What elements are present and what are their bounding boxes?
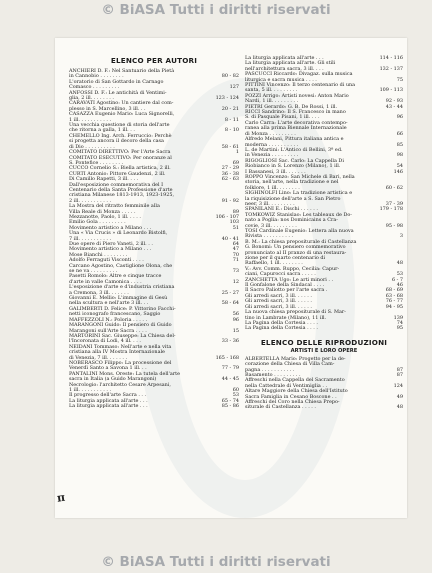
authors-heading: ELENCO PER AUTORI — [110, 56, 198, 65]
entry-text: nella scultura e nell'arte 3 ill. . . — [69, 300, 149, 307]
entry-text: MAFFEZZOLI N.: Poloria . . . . . — [69, 316, 148, 323]
entry-page: 68 - 69 — [385, 287, 403, 294]
entry-text: SIGHINOLFI Lino: La tradizione artistica e — [245, 190, 353, 197]
entry-text: se ne va . . . . . . . . . — [69, 268, 118, 275]
entry-page: 91 - 92 — [221, 197, 239, 204]
entry-page: 48 — [396, 260, 403, 267]
entry-text: Di Camillo Rapetti, 3 ill. . . . — [69, 176, 139, 183]
entry-page: 44 - 45 — [221, 376, 239, 383]
left-column — [69, 56, 239, 410]
entry-text: Villa Reale di Monza . . . . . — [69, 208, 136, 215]
entry-text: Il progresso dell'arte Sacra . . . — [69, 392, 147, 399]
entry-text: Carcano Agostino, Castiglione Olona, che — [69, 262, 173, 269]
watermark-banner-bottom: © BiASA Tutti i diritti riservati — [0, 552, 432, 573]
entry-text: RIGOGLIOSI Sac. Carlo: La Cappella Di — [245, 157, 344, 164]
entry-text: di Monza . . . . . . . . . — [245, 130, 296, 137]
entry-text: Affreschi del Coro nella Chiesa Prepo- — [245, 398, 340, 405]
entry-page: 165 - 168 — [215, 354, 239, 361]
entry-page: 37 - 39 — [385, 200, 403, 207]
entry-text: La Mostra del ritratto femminile alla — [69, 203, 160, 210]
entry-text: Marangoni sull'Arte Sacra . . . . — [69, 327, 147, 334]
entry-text: 7 ill. . . . . . . . . . . — [69, 235, 112, 242]
entry-text: La Pagina della Cortesia . . . . — [245, 319, 318, 326]
entry-page: 65 - 74 — [221, 397, 239, 404]
entry-text: Mezzanotte, Paolo, 1 ill. . . . . — [69, 213, 141, 220]
entry-text: nella Cattedrale di Ventimiglia . . — [245, 382, 328, 389]
entry-page: 77 - 79 — [221, 365, 239, 372]
entry-page: 74 — [396, 319, 403, 326]
entry-text: B. M.: La chiesa prepositurale di Castellanza — [245, 238, 357, 245]
entry-page: 25 - 27 — [221, 289, 239, 296]
entry-text: Una vecchia questione di storia dell'arte — [69, 122, 170, 129]
entry-page: 64 — [232, 241, 239, 247]
entry-text: S. di Pasquale Pisani, 1 ill. . . . — [245, 114, 320, 121]
entry-text: netti iconografo francescano, Saggio — [69, 311, 161, 318]
entry-text: sacra in Italia (a Guido Marangoni) — [69, 376, 157, 383]
entry-text: Comasco . . . . . . . . . — [69, 84, 120, 91]
entry-text: Altare Maggiore della Chiesa dell'Istituto — [245, 388, 348, 395]
entry-text: a Cremona, 3 ill. . . . . . . — [69, 289, 129, 296]
entry-text: TOSI Cardinale Eugenio: Lettera alla nuova — [245, 228, 354, 234]
entry-text: Una « Via Crucis » di Leonardo Bistolfi, — [69, 230, 168, 237]
entry-text: Movimento artistico a Milano . . . — [69, 224, 152, 231]
entry-text: ANCHIERI D. F.: Nel Santuario della Pietà — [69, 68, 175, 74]
entry-text: I Bassanesi, 3 ill. . . . . . . — [245, 168, 306, 175]
entry-text: COMITATO DIRETTIVO: Per l'Arte Sacra — [69, 149, 171, 156]
entry-text: Basamento . . . . . . . . . — [245, 371, 301, 378]
entry-page: 106 - 107 — [215, 213, 239, 220]
entry-text: MARTORINI Sac. Giuseppe: La Chiesa del- — [69, 332, 176, 339]
entry-page: 94 - 95 — [385, 303, 403, 310]
entry-page: 15 — [232, 327, 239, 334]
entry-text: Adolfo Ferraguti Visconti . . . . — [69, 257, 144, 264]
entry-page: 89 — [232, 208, 239, 215]
entry-text: Gli arredi sacri, 3 ill. . . . . . — [245, 303, 312, 310]
entry-text: di Venezia, 7 ill. . . . . . . — [69, 354, 128, 361]
entry-text: Emilio Gola . . . . . . . . . — [69, 219, 126, 226]
entry-text: La nuova chiesa prepositurale di S. Mar- — [245, 309, 346, 316]
entry-text: ROPPO Vincenzo: San Michele di Bari, nella — [245, 173, 355, 180]
entry-text: G. Bonomi: Un pensiero commemorativo — [245, 244, 346, 251]
entry-text: di Dio . . . . . . . . . . — [69, 143, 115, 150]
entry-text: Due opere di Piero Vaneti, 2 ill. . . — [69, 241, 153, 247]
entry-text: si progetta ancora il decoro della casa — [69, 138, 164, 145]
entry-text: covie, 3 ill. . . . . . . . . — [245, 222, 297, 229]
entry-page: 58 - 61 — [221, 143, 239, 150]
entry-page: 40 - 41 — [221, 235, 239, 242]
entry-text: GALIMBERTI D. Felice: P. Vittorino Facchi- — [69, 305, 176, 312]
entry-page: 62 - 63 — [221, 176, 239, 183]
entry-text: Rivista . . . . . . . . . . — [245, 233, 294, 240]
entry-text: nato a Poglia: nos Dominicains a Cra- — [245, 217, 338, 224]
entry-page: 103 — [229, 219, 239, 226]
entry-text: pagna . . . . . . . . . . . — [245, 366, 295, 373]
entry-text: COMITATO ESECUTIVO: Per onoranze al — [69, 154, 172, 161]
entry-page: 58 - 64 — [221, 300, 239, 307]
entry-page: 98 — [396, 152, 403, 159]
entry-page: 60 — [232, 386, 239, 393]
entry-page: 36 - 38 — [221, 170, 239, 177]
entry-text: Sacra Famiglia in Cesano Boscone . . — [245, 393, 337, 400]
entry-text: La liturgia applicata all'arte. Gli stili — [245, 60, 336, 67]
entry-page: 20 - 21 — [221, 105, 239, 112]
authors-list-continued — [245, 56, 403, 332]
watermark-banner-top: © BiASA Tutti i diritti riservati — [0, 0, 432, 21]
index-entry — [245, 326, 403, 331]
entry-text: pronunciato al II pranzo di una restaura- — [245, 249, 347, 256]
entry-page: 87 — [396, 371, 403, 378]
entry-text: folklore, 1 ill. . . . . . . . — [245, 184, 300, 191]
entry-text: liturgica e sacra musica . . . . — [245, 76, 317, 83]
entry-text: ANFOSSI D. F.: Le antichità di Ventimi- — [69, 89, 167, 96]
entry-page: 3 — [399, 233, 403, 240]
entry-text: in Cannobio . . . . . . . . — [69, 73, 124, 80]
entry-page: 66 — [396, 130, 403, 137]
reproductions-heading: ELENCO DELLE RIPRODUZIONI — [260, 337, 388, 347]
entry-text: zione per il quarto centenario di — [245, 255, 326, 262]
entry-page: 85 - 86 — [221, 403, 239, 410]
entry-text: Giovanni E. Mellio: L'immagine di Gesù — [69, 295, 168, 302]
entry-text: CARAVATI Agostino: Un cantiere dal com- — [69, 100, 174, 107]
entry-text: SPANILANI E.: Dischi . . . . . . — [245, 206, 318, 213]
entry-page: 6 - 7 — [392, 276, 403, 283]
entry-text: che ritorna a galla, 1 ill. . . — [69, 127, 135, 134]
entry-text: in Venezia . . . . . . . . . — [245, 152, 299, 159]
entry-text: Il Sacro Paliotto per l'arte sacra . — [245, 287, 328, 294]
entry-text: Dall'esposizione commemorativa del I — [69, 181, 164, 188]
entry-page: 132 - 137 — [379, 65, 403, 72]
entry-text: CHEMELLO Ing. Arch. Ferruccio: Perchè — [69, 132, 172, 139]
entry-text: V.: Avv. Comm. Ruppo, Cecilia: Capur- — [245, 265, 340, 272]
entry-text: Mose Bianchi . . . . . . . . — [69, 251, 128, 258]
entry-text: Raffaello, 1 ill. . . . . . . . — [245, 260, 303, 267]
entry-page: 48 — [396, 404, 403, 411]
entry-text: CUCCO Cornelio S.: Biella artistica, 2 ill. — [69, 165, 171, 172]
entry-page: 96 — [232, 316, 239, 323]
authors-list — [69, 69, 239, 410]
entry-text: Alfredo Melani, Pittura italiana antica e — [245, 136, 344, 143]
entry-page: 33 - 36 — [221, 338, 239, 345]
entry-page: 27 - 29 — [221, 165, 239, 172]
entry-text: d'arte in valle Camonica . . . . — [69, 278, 142, 285]
entry-text: cristiana Milanese 1813-1913, 1923-1925, — [69, 192, 175, 199]
entry-text: corazione della Chiesa di Villa Cam- — [245, 361, 335, 368]
entry-page: 95 - 98 — [385, 222, 403, 229]
right-column — [245, 56, 403, 411]
entry-text: Gli arredi sacri, 3 ill. . . . . . — [245, 292, 312, 299]
entry-text: NOBERASCO Filippo: La processione del — [69, 359, 172, 366]
entry-text: tino in Lambrate (Milano), 11 ill. — [245, 314, 327, 321]
index-entry — [245, 405, 403, 410]
entry-text: santa, 5 ill. . . . . . . . . — [245, 87, 298, 94]
entry-text: ciani, Capurocci sacra . . . . . — [245, 271, 316, 278]
entry-page: 60 - 62 — [385, 184, 403, 191]
entry-page: 96 — [396, 114, 403, 121]
entry-text: 1 ill. . . . . . . . . . . — [69, 386, 112, 393]
entry-text: Il Gonfalone della Sindacal . . . . — [245, 282, 325, 289]
entry-text: S. Pontefice . . . . . . . . — [69, 159, 124, 166]
entry-page: 127 — [229, 84, 239, 91]
entry-page: 87 — [396, 366, 403, 373]
entry-page: 56 — [232, 311, 239, 318]
entry-text: L. de Martini: L'Antico di Bellini, 3ª ed. — [245, 146, 343, 153]
entry-text: L'esposizione d'arte e d'industria cristiana — [69, 284, 175, 291]
entry-page: 92 - 93 — [385, 98, 403, 105]
entry-page: 139 — [393, 314, 403, 321]
entry-text: Gli arredi sacri, 3 ill. . . . . . — [245, 298, 312, 305]
entry-page: 80 - 82 — [221, 73, 239, 80]
entry-text: plesso in S. Marcellino, 3 ill. . . — [69, 105, 146, 112]
entry-text: PANTALINI Mons. Oreste: La tutela dell'arte — [69, 370, 180, 377]
entry-page: 179 - 178 — [379, 206, 403, 213]
entry-text: ZANCHETTA Ugo: Le arti minori . . — [245, 276, 334, 283]
entry-text: nell'architettura sacra, 3 ill. . . . — [245, 65, 324, 72]
entry-page: 47 — [232, 246, 239, 253]
entry-page: 85 — [396, 141, 403, 148]
entry-page: 46 — [396, 282, 403, 289]
entry-text: Centenario della Santa Professione d'arte — [69, 186, 173, 193]
entry-text: Necrologio: l'architetto Cesare Arpesani, — [69, 381, 171, 388]
entry-page: 8 - 11 — [224, 116, 239, 123]
entry-text: NEIDANI Tommaso: Nell'arte e nella vita — [69, 343, 172, 350]
entry-text: CASAZZA Eugenio Mario: Luca Signorelli, — [69, 111, 175, 118]
entry-text: Riobianco in S. Lorenzo (Milano), 1 ill. — [245, 163, 341, 170]
entry-page: 54 — [396, 163, 403, 170]
entry-page: 146 — [393, 168, 403, 175]
entry-text: RICCI Sandrino: Il S. Francesco in mano — [245, 109, 346, 116]
entry-text: siturale di Castellanza . . . . . — [245, 404, 316, 411]
entry-text: PITTINI Vincenzo: Il terzo centenario di una — [245, 82, 356, 89]
entry-page: 70 — [232, 251, 239, 258]
entry-page: 53 — [232, 392, 239, 399]
entry-text: MARANGONI Guido: Il pensiero di Guido — [69, 322, 172, 329]
entry-text: neer, 3 ill. . . . . . . . . — [245, 200, 295, 207]
entry-text: CURTI Antonio: Pittore Gaudenzi, 2 ill. — [69, 170, 166, 177]
reproductions-list — [245, 357, 403, 411]
entry-text: ALBERTELLA Mario: Progetto per la de- — [245, 355, 346, 362]
entry-text: La liturgia applicata all'arte . . . — [245, 55, 324, 61]
entry-page: 43 - 44 — [385, 103, 403, 110]
entry-text: l'Incoronata di Lodi, 4 ill. . . . — [69, 338, 141, 345]
entry-page: 8 - 10 — [224, 127, 239, 134]
handwritten-mark: π — [56, 490, 66, 505]
entry-page: 69 — [232, 159, 239, 166]
reproductions-subheading: ARTISTI E LORO OPERE — [290, 347, 358, 354]
entry-text: ranea alla prima Biennale Internazionale — [245, 125, 347, 132]
entry-text: Nardi, 1 ill. . . . . . . . . — [245, 98, 299, 105]
entry-text: POZZI Arrigo: Artisti novesi: Anton Mario — [245, 92, 349, 99]
entry-text: La liturgia applicata all'arte . . . — [69, 403, 148, 410]
entry-page: 53 — [396, 271, 403, 278]
entry-page: 123 - 124 — [215, 95, 239, 102]
entry-text: La Pagina della Cortesia . . . . — [245, 325, 318, 332]
entry-text: Affreschi nella Cappella del Sacramento — [245, 377, 345, 384]
entry-text: Movimento artistico a Milano . . . — [69, 246, 152, 253]
entry-text: Venerdì Santo a Savona 1 ill. . . — [69, 365, 147, 372]
entry-text: TOMKOWIZ Stanislao: Les tableaux de Do- — [245, 211, 352, 218]
entry-text: PASCUCCI Riccardo: Divagaz. sulla musica — [245, 71, 353, 78]
entry-page: 12 — [232, 278, 239, 285]
entry-page: 109 - 113 — [379, 87, 403, 94]
entry-text: Pasetti Romolo: Altre e cinque tracce — [69, 273, 162, 280]
document-page — [55, 38, 407, 518]
entry-page: 75 — [396, 76, 403, 83]
entry-text: cristiana alla IV Mostra Internazionale — [69, 349, 165, 356]
entry-text: La liturgia applicata all'arte . . . — [69, 397, 148, 404]
entry-text: glia, 2 ill. . . . . . . . — [69, 95, 114, 102]
entry-page: 124 — [393, 382, 403, 389]
entry-text: PIETRI Gerardo: G. B. De Rossi, 1 ill. — [245, 103, 338, 110]
entry-page: 49 — [396, 393, 403, 400]
entry-page: 63 - 68 — [385, 292, 403, 299]
entry-page: 1 — [235, 149, 239, 156]
entry-page: 76 - 77 — [385, 298, 403, 305]
entry-text: 1 ill. . . . . . . . . . . — [69, 116, 112, 123]
entry-text: L'oratorio di San Gottardo in Carnago — [69, 78, 164, 85]
entry-text: storia, nell'arte, nella tradizione e nel — [245, 179, 339, 186]
entry-text: moderna . . . . . . . . . . — [245, 141, 299, 148]
entry-text: 2 ill. . . . . . . . . . . — [69, 197, 112, 204]
entry-page: 114 - 116 — [379, 55, 403, 61]
entry-page: 71 — [232, 257, 239, 264]
entry-text: la riquisizione dell'arte a S. San Pietro — [245, 195, 341, 202]
entry-page: 73 — [232, 268, 239, 275]
index-entry — [69, 404, 239, 409]
entry-text: Carlo Carra: L'arte decorativa contempo- — [245, 119, 348, 126]
entry-page: 51 — [232, 224, 239, 231]
entry-page: 95 — [396, 325, 403, 332]
